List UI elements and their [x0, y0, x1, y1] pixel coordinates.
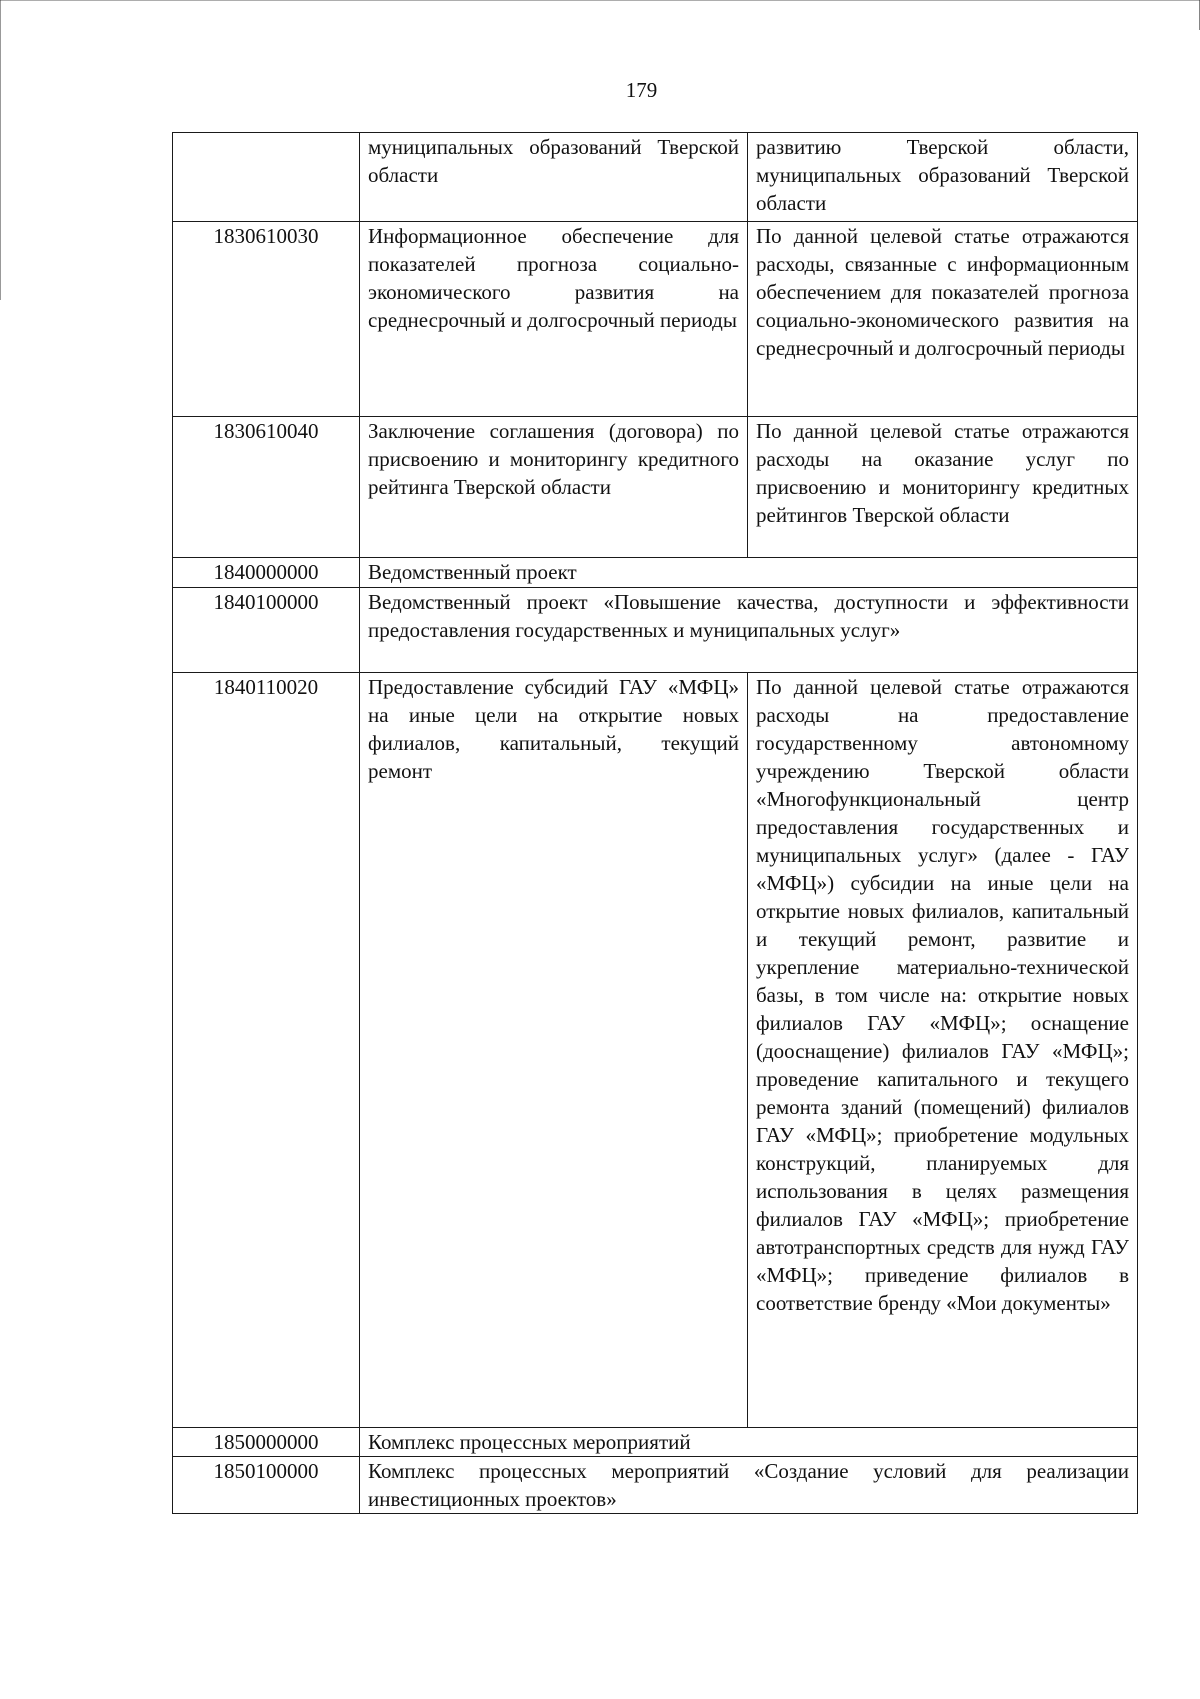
code-cell: 1850000000: [173, 1428, 360, 1457]
name-cell: Комплекс процессных мероприятий: [360, 1428, 1138, 1457]
code-cell: [173, 133, 360, 222]
code-cell: 1850100000: [173, 1457, 360, 1514]
name-cell: Заключение соглашения (договора) по присвоению и мониторингу кредитного рейтинга Тверской области: [360, 417, 748, 558]
code-cell: 1830610030: [173, 222, 360, 417]
code-cell: 1840110020: [173, 673, 360, 1428]
name-cell: Комплекс процессных мероприятий «Создание условий для реализации инвестиционных проектов»: [360, 1457, 1138, 1514]
description-cell: По данной целевой статье отражаются расходы на оказание услуг по присвоению и мониторингу кредитных рейтингов Тверской области: [748, 417, 1138, 558]
budget-classification-table: [172, 132, 1138, 1514]
description-cell: По данной целевой статье отражаются расходы на предоставление государственному автономному учреждению Тверской области «Многофункциональный центр предоставления государственных и муниципальных услуг» (далее - ГАУ «МФЦ») субсидии на иные цели на открытие новых филиалов, капитальный и текущий ремонт, развитие и укрепление материально-технической базы, в том числе на: открытие новых филиалов ГАУ «МФЦ»; оснащение (дооснащение) филиалов ГАУ «МФЦ»; проведение капитального и текущего ремонта зданий (помещений) филиалов ГАУ «МФЦ»; приобретение модульных конструкций, планируемых для использования в целях размещения филиалов ГАУ «МФЦ»; приобретение автотранспортных средств для нужд ГАУ «МФЦ»; приведение филиалов в соответствие бренду «Мои документы»: [748, 673, 1138, 1428]
table-row: [173, 588, 1138, 673]
description-cell: развитию Тверской области, муниципальных образований Тверской области: [748, 133, 1138, 222]
name-cell: Предоставление субсидий ГАУ «МФЦ» на иные цели на открытие новых филиалов, капитальный, текущий ремонт: [360, 673, 748, 1428]
code-cell: 1840000000: [173, 558, 360, 588]
table-row: [173, 133, 1138, 222]
description-cell: По данной целевой статье отражаются расходы, связанные с информационным обеспечением для показателей прогноза социально-экономического развития на среднесрочный и долгосрочный периоды: [748, 222, 1138, 417]
name-cell: Информационное обеспечение для показателей прогноза социально-экономического развития на среднесрочный и долгосрочный периоды: [360, 222, 748, 417]
table-row: [173, 673, 1138, 1428]
table-row: [173, 417, 1138, 558]
code-cell: 1840100000: [173, 588, 360, 673]
scan-edge-mark: [0, 0, 1200, 1]
code-cell: 1830610040: [173, 417, 360, 558]
name-cell: Ведомственный проект: [360, 558, 1138, 588]
page-number: 179: [625, 78, 658, 102]
table-row: [173, 1457, 1138, 1514]
name-cell: Ведомственный проект «Повышение качества, доступности и эффективности предоставления государственных и муниципальных услуг»: [360, 588, 1138, 673]
table-row: [173, 222, 1138, 417]
scan-edge-mark: [0, 0, 1, 300]
table-row: [173, 1428, 1138, 1457]
name-cell: муниципальных образований Тверской области: [360, 133, 748, 222]
table-row: [173, 558, 1138, 588]
